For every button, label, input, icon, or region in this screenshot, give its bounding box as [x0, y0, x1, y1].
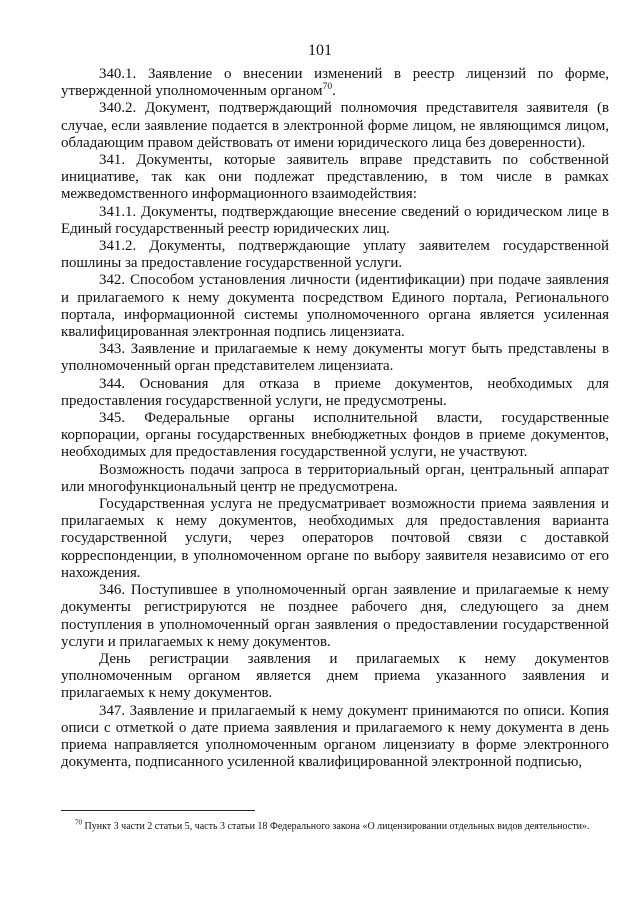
paragraph-346: 346. Поступившее в уполномоченный орган заявление и прилагаемые к нему документы регистрируются не позднее рабочего дня, следующего за днем поступления в уполномоченный орган заявления о предоставлении государственной услуги и прилагаемых к нему документов. — [61, 582, 609, 650]
footnote-divider — [61, 810, 255, 811]
footnote-reference[interactable]: 70 — [322, 82, 333, 93]
paragraph-340-1 — [61, 66, 609, 100]
page-number: 101 — [308, 42, 332, 59]
paragraph-344: 344. Основания для отказа в приеме документов, необходимых для предоставления государственной услуги, не предусмотрены. — [61, 375, 609, 409]
paragraph-341-2: 341.2. Документы, подтверждающие уплату заявителем государственной пошлины за предоставление государственной услуги. — [61, 238, 609, 272]
footnote-mark: 70 — [75, 818, 82, 827]
paragraph-request-possibility: Возможность подачи запроса в территориальный орган, центральный аппарат или многофункциональный центр не предусмотрена. — [61, 461, 609, 495]
paragraph-345: 345. Федеральные органы исполнительной власти, государственные корпорации, органы государственных внебюджетных фондов в приеме документов, необходимых для предоставления государственной услуги, не участвуют. — [61, 410, 609, 461]
paragraph-registration-day: День регистрации заявления и прилагаемых к нему документов уполномоченным органом является днем приема указанного заявления и прилагаемых к нему документов. — [61, 650, 609, 702]
footnote — [61, 820, 609, 833]
paragraph-343: 343. Заявление и прилагаемые к нему документы могут быть представлены в уполномоченный орган представителем лицензиата. — [61, 341, 609, 375]
paragraph-340-2: 340.2. Документ, подтверждающий полномочия представителя заявителя (в случае, если заявление подается в электронной форме лицом, не являющимся лицом, обладающим правом действовать от имени юридического лица без доверенности). — [61, 100, 609, 151]
paragraph-341-1: 341.1. Документы, подтверждающие внесение сведений о юридическом лице в Единый государственный реестр юридических лиц. — [61, 203, 609, 237]
paragraph-342: 342. Способом установления личности (идентификации) при подаче заявления и прилагаемого к нему документа посредством Единого портала, Регионального портала, информационной системы уполномоченного органа является усиленная квалифицированная электронная подпись лицензиата. — [61, 272, 609, 341]
paragraph-340-1-text: 340.1. Заявление о внесении изменений в реестр лицензий по форме, утвержденной уполномоченным органом — [61, 66, 609, 100]
paragraph-340-1-end: . — [332, 83, 336, 100]
paragraph-postal-service: Государственная услуга не предусматривает возможности приема заявления и прилагаемых к нему документов, необходимых для предоставления варианта государственной услуги, через операторов почтовой связи с доставкой корреспонденции, в уполномоченном органе по выбору заявителя независимо от его нахождения. — [61, 496, 609, 581]
footnote-text: Пункт 3 части 2 статьи 5, часть 3 статьи 18 Федерального закона «О лицензировании отдельных видов деятельности». — [84, 821, 590, 832]
paragraph-341: 341. Документы, которые заявитель вправе представить по собственной инициативе, так как они подлежат представлению, в том числе в рамках межведомственного информационного взаимодействия: — [61, 152, 609, 203]
document-body — [61, 66, 609, 771]
paragraph-347: 347. Заявление и прилагаемый к нему документ принимаются по описи. Копия описи с отметкой о дате приема заявления и прилагаемого к нему документа в день приема направляется уполномоченным органом лицензиату в форме электронного документа, подписанного усиленной квалифицированной электронной подписью, — [61, 702, 609, 771]
